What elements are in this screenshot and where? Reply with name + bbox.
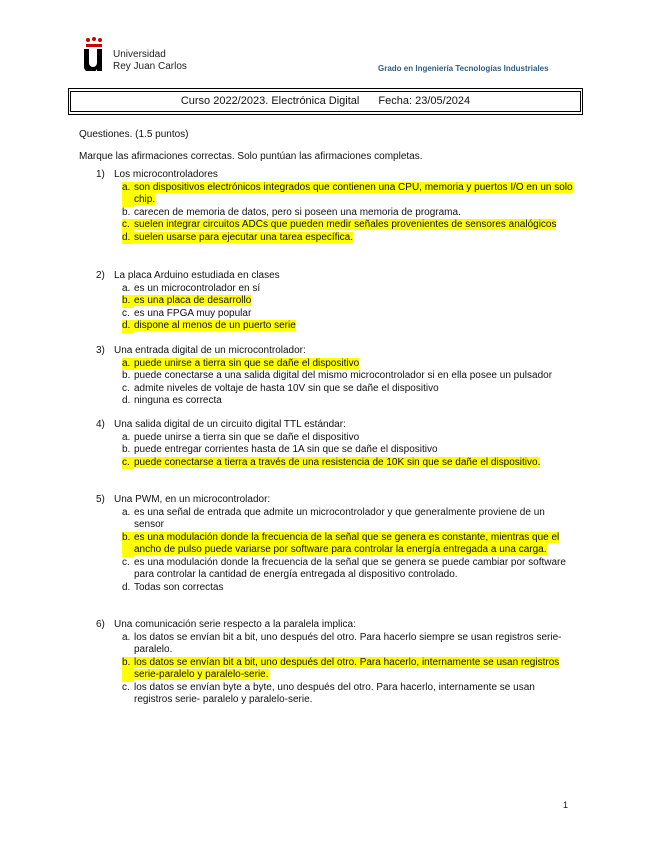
option-list	[96, 507, 576, 595]
option-item	[122, 457, 576, 470]
option-text: es una señal de entrada que admite un microcontrolador y que generalmente proviene de un sensor	[134, 506, 545, 530]
option-text: es una modulación donde la frecuencia de la señal que se genera es constante, mientras que el ancho de pulso puede variarse por software para controlar la energía entregada a una carga.	[134, 531, 560, 555]
option-list	[96, 432, 576, 470]
option-letter: d.	[122, 395, 131, 406]
option-item	[122, 532, 576, 557]
option-letter: d.	[122, 320, 134, 333]
option-item	[122, 207, 576, 220]
option-item	[122, 557, 576, 582]
option-list	[96, 632, 576, 707]
option-text: puede conectarse a tierra a través de una resistencia de 10K sin que se dañe el dispositivo.	[134, 456, 541, 468]
option-item	[122, 444, 576, 457]
option-letter: c.	[122, 307, 130, 319]
question-number: 5)	[96, 494, 105, 505]
option-item	[122, 657, 576, 682]
option-text: es un microcontrolador en sí	[134, 282, 261, 294]
option-text: suelen integrar circuitos ADCs que pueden medir señales provenientes de sensores analógicos	[134, 219, 557, 230]
option-item	[122, 370, 576, 383]
option-letter: c.	[122, 382, 130, 394]
question	[96, 419, 576, 469]
question-text: Una PWM, en un microcontrolador:	[114, 494, 271, 505]
question-title	[96, 345, 576, 358]
option-letter: b.	[122, 370, 131, 381]
option-text: carecen de memoria de datos, pero si poseen una memoria de programa.	[134, 206, 461, 218]
option-text: son dispositivos electrónicos integrados que contienen una CPU, memoria y puertos I/O en un solo chip.	[134, 181, 573, 205]
university-name	[113, 49, 187, 72]
option-letter: d.	[122, 581, 131, 593]
exam-header-box	[68, 88, 583, 115]
option-list	[96, 182, 576, 245]
option-letter: b.	[122, 206, 131, 218]
option-text: suelen usarse para ejecutar una tarea específica.	[134, 231, 354, 243]
question-text: Una entrada digital de un microcontrolador:	[114, 345, 306, 356]
option-item	[122, 308, 576, 321]
question-number: 2)	[96, 270, 105, 281]
option-item	[122, 283, 576, 296]
option-letter: a.	[122, 631, 131, 643]
option-text: los datos se envían byte a byte, uno después del otro. Para hacerlo, internamente se usan registros serie- paralelo y paralelo-serie.	[134, 681, 535, 705]
option-text: los datos se envían bit a bit, uno después del otro. Para hacerlo, internamente se usan registros serie-paralelo y paralelo-serie.	[134, 656, 560, 680]
question-text: Los microcontroladores	[114, 169, 218, 180]
option-text: ninguna es correcta	[134, 395, 222, 406]
question	[96, 345, 576, 408]
option-text: dispone al menos de un puerto serie	[134, 320, 296, 331]
option-text: es una modulación donde la frecuencia de la señal que se genera se puede cambiar por software para controlar la cantidad de energía entregada al dispositivo controlado.	[134, 556, 566, 580]
instructions: Marque las afirmaciones correctas. Solo puntúan las afirmaciones completas.	[79, 151, 423, 162]
question-title	[96, 169, 576, 182]
option-text: es una placa de desarrollo	[134, 295, 252, 306]
university-logo	[84, 49, 102, 71]
question-title	[96, 619, 576, 632]
question-text: Una salida digital de un circuito digital TTL estándar:	[114, 419, 346, 430]
option-text: puede entregar corrientes hasta de 1A sin que se dañe el dispositivo	[134, 444, 438, 455]
option-item	[122, 182, 576, 207]
option-item	[122, 219, 576, 232]
option-text: puede unirse a tierra sin que se dañe el dispositivo	[134, 357, 360, 369]
option-text: puede unirse a tierra sin que se dañe el dispositivo	[134, 431, 360, 443]
option-text: es una FPGA muy popular	[134, 307, 252, 319]
option-letter: b.	[122, 444, 131, 455]
question-text: La placa Arduino estudiada en clases	[114, 270, 280, 281]
option-item	[122, 395, 576, 408]
question-title	[96, 419, 576, 432]
option-list	[96, 283, 576, 333]
option-item	[122, 432, 576, 445]
option-letter: c.	[122, 457, 134, 470]
page-number: 1	[563, 800, 569, 810]
option-item	[122, 320, 576, 333]
option-letter: a.	[122, 182, 134, 207]
section-title: Questiones. (1.5 puntos)	[79, 129, 189, 140]
option-item	[122, 358, 576, 371]
crown-icon	[84, 37, 104, 49]
question-number: 4)	[96, 419, 105, 430]
option-letter: d.	[122, 232, 134, 245]
question	[96, 169, 576, 244]
degree-name: Grado en Ingeniería Tecnologías Industriales	[378, 64, 549, 73]
option-letter: a.	[122, 506, 131, 518]
question	[96, 494, 576, 594]
option-letter: b.	[122, 532, 134, 557]
course-label: Curso 2022/2023. Electrónica Digital	[180, 95, 360, 107]
option-item	[122, 632, 576, 657]
option-text: Todas son correctas	[134, 581, 224, 593]
option-text: puede conectarse a una salida digital del mismo microcontrolador si en ella posee un pulsador	[134, 370, 553, 381]
option-item	[122, 383, 576, 396]
option-item	[122, 682, 576, 707]
question	[96, 270, 576, 333]
option-letter: c.	[122, 556, 130, 568]
question-number: 3)	[96, 345, 105, 356]
option-letter: a.	[122, 431, 131, 443]
option-item	[122, 582, 576, 595]
question	[96, 619, 576, 707]
option-item	[122, 507, 576, 532]
question-number: 6)	[96, 619, 105, 630]
option-text: admite niveles de voltaje de hasta 10V sin que se dañe el dispositivo	[134, 382, 439, 394]
question-title	[96, 270, 576, 283]
option-letter: b.	[122, 295, 134, 308]
option-letter: b.	[122, 657, 134, 682]
option-letter: c.	[122, 219, 134, 232]
option-letter: a.	[122, 282, 131, 294]
option-item	[122, 295, 576, 308]
option-text: los datos se envían bit a bit, uno después del otro. Para hacerlo siempre se usan registros serie-paralelo.	[134, 631, 562, 655]
university-line1: Universidad	[113, 49, 166, 60]
question-title	[96, 494, 576, 507]
university-line2: Rey Juan Carlos	[113, 60, 187, 72]
question-text: Una comunicación serie respecto a la paralela implica:	[114, 619, 356, 630]
option-letter: a.	[122, 358, 134, 371]
option-item	[122, 232, 576, 245]
question-number: 1)	[96, 169, 105, 180]
option-letter: c.	[122, 681, 130, 693]
option-list	[96, 358, 576, 408]
date-label: Fecha: 23/05/2024	[378, 95, 471, 107]
